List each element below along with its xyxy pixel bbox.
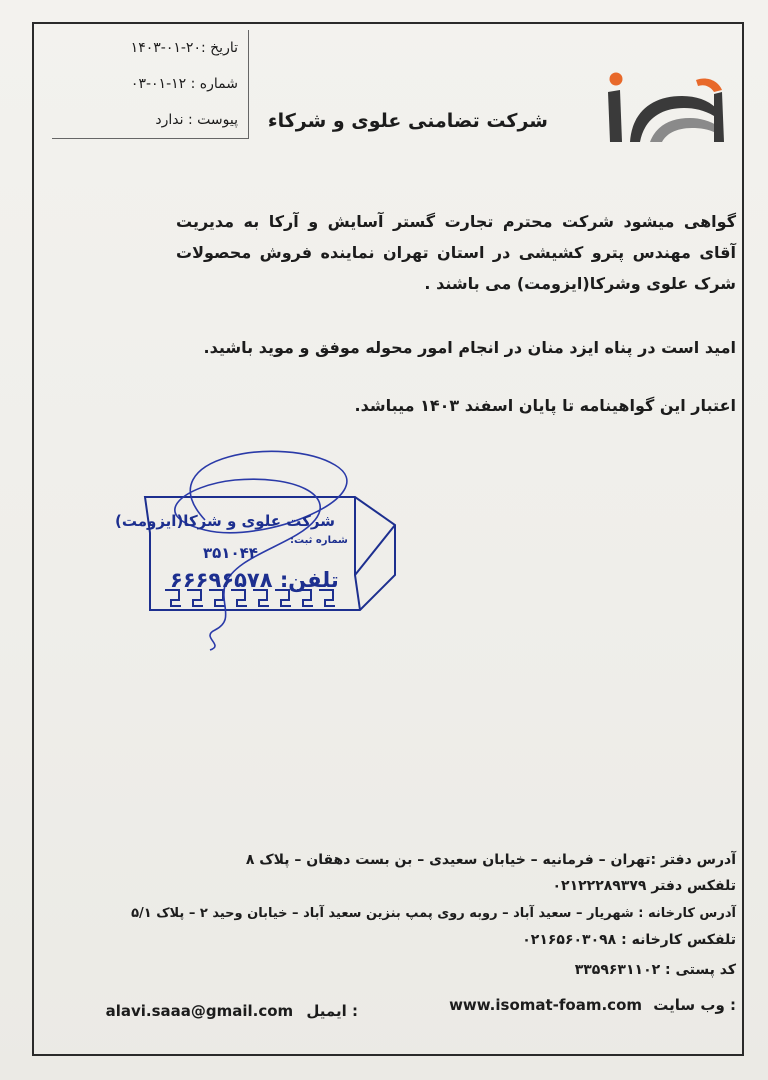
certificate-paragraph-2: امید است در پناه ایزد منان در انجام امور محوله موفق و موید باشید.: [203, 338, 736, 357]
letter-info-box: [52, 30, 249, 139]
stamp-phone: تلفن: ۶۶۶۹۶۵۷۸: [170, 568, 339, 592]
postal-code: کد پستی : ۳۳۵۹۶۳۱۱۰۲: [574, 962, 736, 978]
email-row: [106, 1002, 358, 1020]
factory-phone: تلفکس کارخانه : ۰۲۱۶۵۶۰۳۰۹۸: [522, 932, 736, 948]
letter-attachment: پیوست : ندارد: [155, 112, 238, 128]
website-url[interactable]: www.isomat-foam.com: [449, 996, 643, 1014]
certificate-paragraph-3: اعتبار این گواهینامه تا پایان اسفند ۱۴۰۳ میباشد.: [354, 396, 736, 415]
stamp-registration-number: ۳۵۱۰۴۴: [203, 544, 258, 562]
certificate-paragraph-1: گواهی میشود شرکت محترم تجارت گستر آسایش و آرکا به مدیریت آقای مهندس پترو کشیشی در استان تهران نماینده فروش محصولات شرک علوی وشرکا(ایزومت) می باشند .: [176, 212, 736, 293]
factory-address: آدرس کارخانه : شهریار – سعید آباد – روبه روی پمپ بنزین سعید آباد – خیابان وحید ۲ – پلاک ۵/۱: [131, 906, 736, 921]
company-stamp: [85, 425, 445, 655]
stamp-title: شرکت علوی و شرکا(ایزومت): [115, 512, 335, 530]
stamp-graphic-icon: [85, 425, 445, 655]
website-label: وب سایت :: [653, 996, 736, 1014]
website-row: [449, 996, 736, 1014]
office-address: آدرس دفتر :تهران – فرمانیه – خیابان سعیدی – بن بست دهقان – پلاک ۸: [245, 852, 736, 868]
stamp-registration-label: شماره ثبت:: [290, 535, 348, 546]
company-name: شرکت تضامنی علوی و شرکاء: [267, 110, 548, 132]
company-logo-icon: [604, 70, 726, 144]
office-phone: تلفکس دفتر ۰۲۱۲۲۲۸۹۳۷۹: [552, 878, 736, 894]
email-address[interactable]: alavi.saaa@gmail.com: [105, 1002, 294, 1020]
letter-number: شماره : ۱۲-۰۱-۰۳: [130, 76, 238, 92]
email-label: ایمیل :: [306, 1002, 358, 1020]
letter-date: تاریخ :۲۰-۰۱-۱۴۰۳: [130, 40, 238, 56]
